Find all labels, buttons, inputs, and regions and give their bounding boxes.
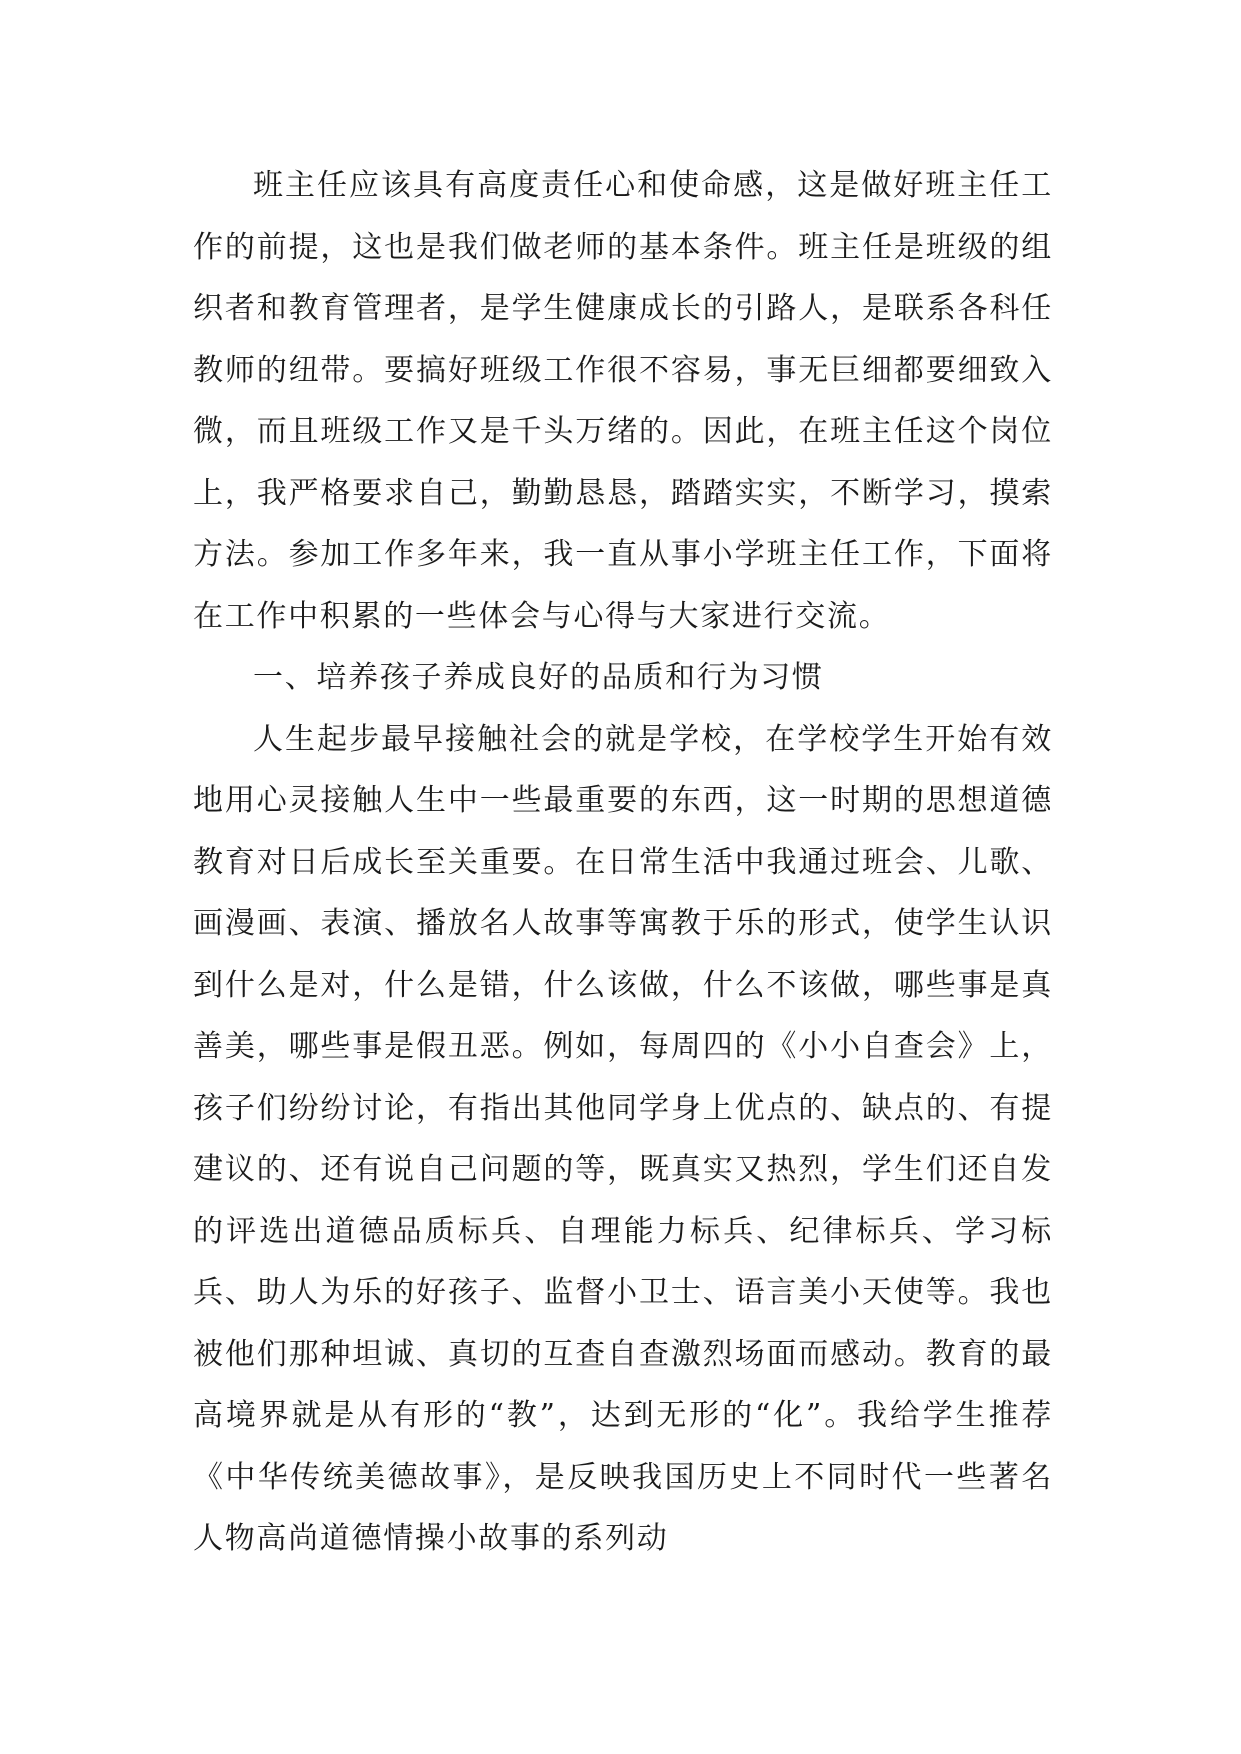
document-body	[193, 155, 1053, 1570]
section-heading: 一、培养孩子养成良好的品质和行为习惯	[253, 660, 824, 695]
body-paragraph: 人生起步最早接触社会的就是学校，在学校学生开始有效地用心灵接触人生中一些最重要的东西，这一时期的思想道德教育对日后成长至关重要。在日常生活中我通过班会、儿歌、画漫画、表演、播放名人故事等寓教于乐的形式，使学生认识到什么是对，什么是错，什么该做，什么不该做，哪些事是真善美，哪些事是假丑恶。例如，每周四的《小小自查会》上，孩子们纷纷讨论，有指出其他同学身上优点的、缺点的、有提建议的、还有说自己问题的等，既真实又热烈，学生们还自发的评选出道德品质标兵、自理能力标兵、纪律标兵、学习标兵、助人为乐的好孩子、监督小卫士、语言美小天使等。我也被他们那种坦诚、真切的互查自查激烈场面而感动。教育的最高境界就是从有形的“教”，达到无形的“化”。我给学生推荐《中华传统美德故事》，是反映我国历史上不同时代一些著名人物高尚道德情操小故事的系列动	[193, 721, 1053, 1556]
intro-paragraph: 班主任应该具有高度责任心和使命感，这是做好班主任工作的前提，这也是我们做老师的基本条件。班主任是班级的组织者和教育管理者，是学生健康成长的引路人，是联系各科任教师的纽带。要搞好班级工作很不容易，事无巨细都要细致入微，而且班级工作又是千头万绪的。因此，在班主任这个岗位上，我严格要求自己，勤勤恳恳，踏踏实实，不断学习，摸索方法。参加工作多年来，我一直从事小学班主任工作，下面将在工作中积累的一些体会与心得与大家进行交流。	[193, 168, 1053, 634]
